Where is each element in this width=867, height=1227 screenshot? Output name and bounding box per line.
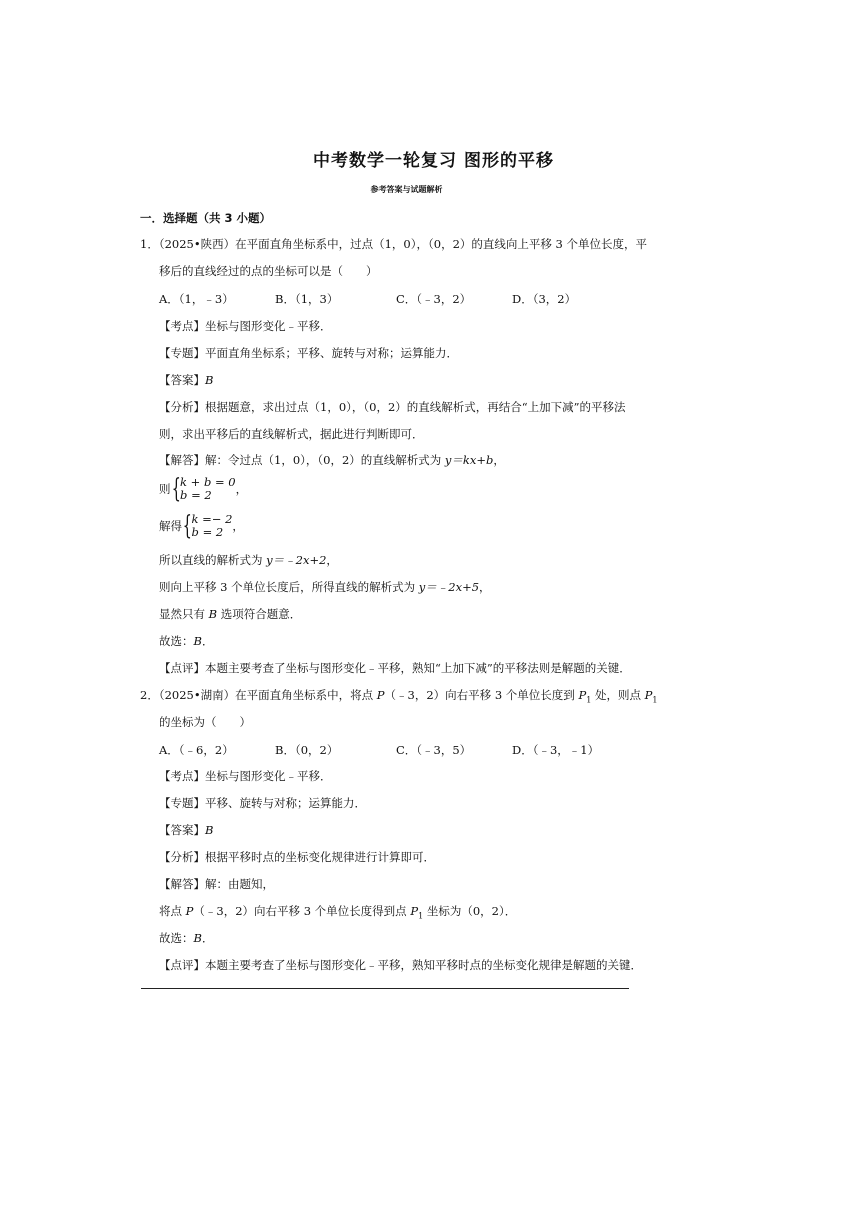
q2-option-d: D．（﹣3，﹣1）: [512, 743, 600, 757]
page-subtitle: 参考答案与试题解析: [370, 185, 443, 194]
q2-dianping: 【点评】本题主要考查了坐标与图形变化﹣平移，熟知平移时点的坐标变化规律是解题的关键．: [159, 958, 642, 972]
q2-option-c: C．（﹣3，5）: [396, 743, 472, 757]
brace-icon: {: [171, 474, 181, 504]
q1-line-a: 所以直线的解析式为 y＝﹣2x+2，: [159, 553, 338, 567]
q2-answer-label: 【答案】: [159, 823, 205, 837]
q2-option-b: B．（0，2）: [275, 743, 339, 757]
q1-line-b: 则向上平移 3 个单位长度后，所得直线的解析式为 y＝﹣2x+5，: [159, 580, 491, 594]
brace-icon: {: [182, 511, 192, 541]
section-heading: 一．选择题（共 3 小题）: [140, 211, 272, 225]
q2-guxuan: 故选：B．: [159, 931, 214, 945]
bottom-divider: [141, 988, 629, 989]
q1-kaodian: 【考点】坐标与图形变化﹣平移．: [159, 319, 332, 333]
q1-zhuanti: 【专题】平面直角坐标系；平移、旋转与对称；运算能力．: [159, 346, 458, 360]
q2-stem-line2: 的坐标为（ ）: [159, 715, 251, 729]
q1-option-d: D．（3，2）: [512, 292, 577, 306]
q1-option-a: A．（1，﹣3）: [159, 292, 234, 306]
q1-fenxi-line2: 则，求出平移后的直线解析式，据此进行判断即可．: [159, 427, 424, 441]
q2-option-a: A．（﹣6，2）: [159, 743, 234, 757]
q1-equation-system-2: 解得{ k =− 2 b = 2 ，: [159, 511, 244, 541]
q1-answer-label: 【答案】: [159, 373, 205, 387]
q1-fenxi-line1: 【分析】根据题意，求出过点（1，0），（0，2）的直线解析式，再结合“上加下减”的平移法: [159, 400, 626, 414]
q1-equation-system-1: 则{ k + b = 0 b = 2 ，: [159, 474, 248, 504]
q2-kaodian: 【考点】坐标与图形变化﹣平移．: [159, 769, 332, 783]
page-title: 中考数学一轮复习 图形的平移: [313, 151, 554, 171]
q2-answer: [159, 822, 213, 838]
q1-jieda-expr: y＝kx+b: [444, 453, 494, 467]
q1-option-b: B．（1，3）: [275, 292, 339, 306]
q2-answer-value: B: [205, 823, 214, 837]
q2-jieda: 【解答】解：由题知，: [159, 877, 274, 891]
q2-line-a: 将点 P（﹣3，2）向右平移 3 个单位长度得到点 $P_1$ 坐标为（0，2）．: [159, 904, 517, 921]
q2-stem-line1: 2．（2025•湖南）在平面直角坐标系中，将点 P（﹣3，2）向右平移 3 个单位长度到 $P_1$ 处，则点 $P_1$: [140, 688, 658, 705]
q1-jieda: 【解答】解：令过点（1，0），（0，2）的直线解析式为 y＝kx+b，: [159, 453, 505, 467]
q2-fenxi: 【分析】根据平移时点的坐标变化规律进行计算即可．: [159, 850, 435, 864]
q1-guxuan: 故选：B．: [159, 634, 214, 648]
q2-zhuanti: 【专题】平移、旋转与对称；运算能力．: [159, 796, 366, 810]
q1-dianping: 【点评】本题主要考查了坐标与图形变化﹣平移，熟知“上加下减”的平移法则是解题的关键．: [159, 661, 631, 675]
q1-stem-line2: 移后的直线经过的点的坐标可以是（ ）: [159, 264, 378, 278]
q1-line-c: 显然只有 B 选项符合题意．: [159, 607, 302, 621]
q1-answer: [159, 372, 213, 388]
q1-option-c: C．（﹣3，2）: [396, 292, 472, 306]
q1-stem-line1: 1．（2025•陕西）在平面直角坐标系中，过点（1，0），（0，2）的直线向上平移 3 个单位长度，平: [140, 237, 648, 251]
q1-answer-value: B: [205, 373, 214, 387]
